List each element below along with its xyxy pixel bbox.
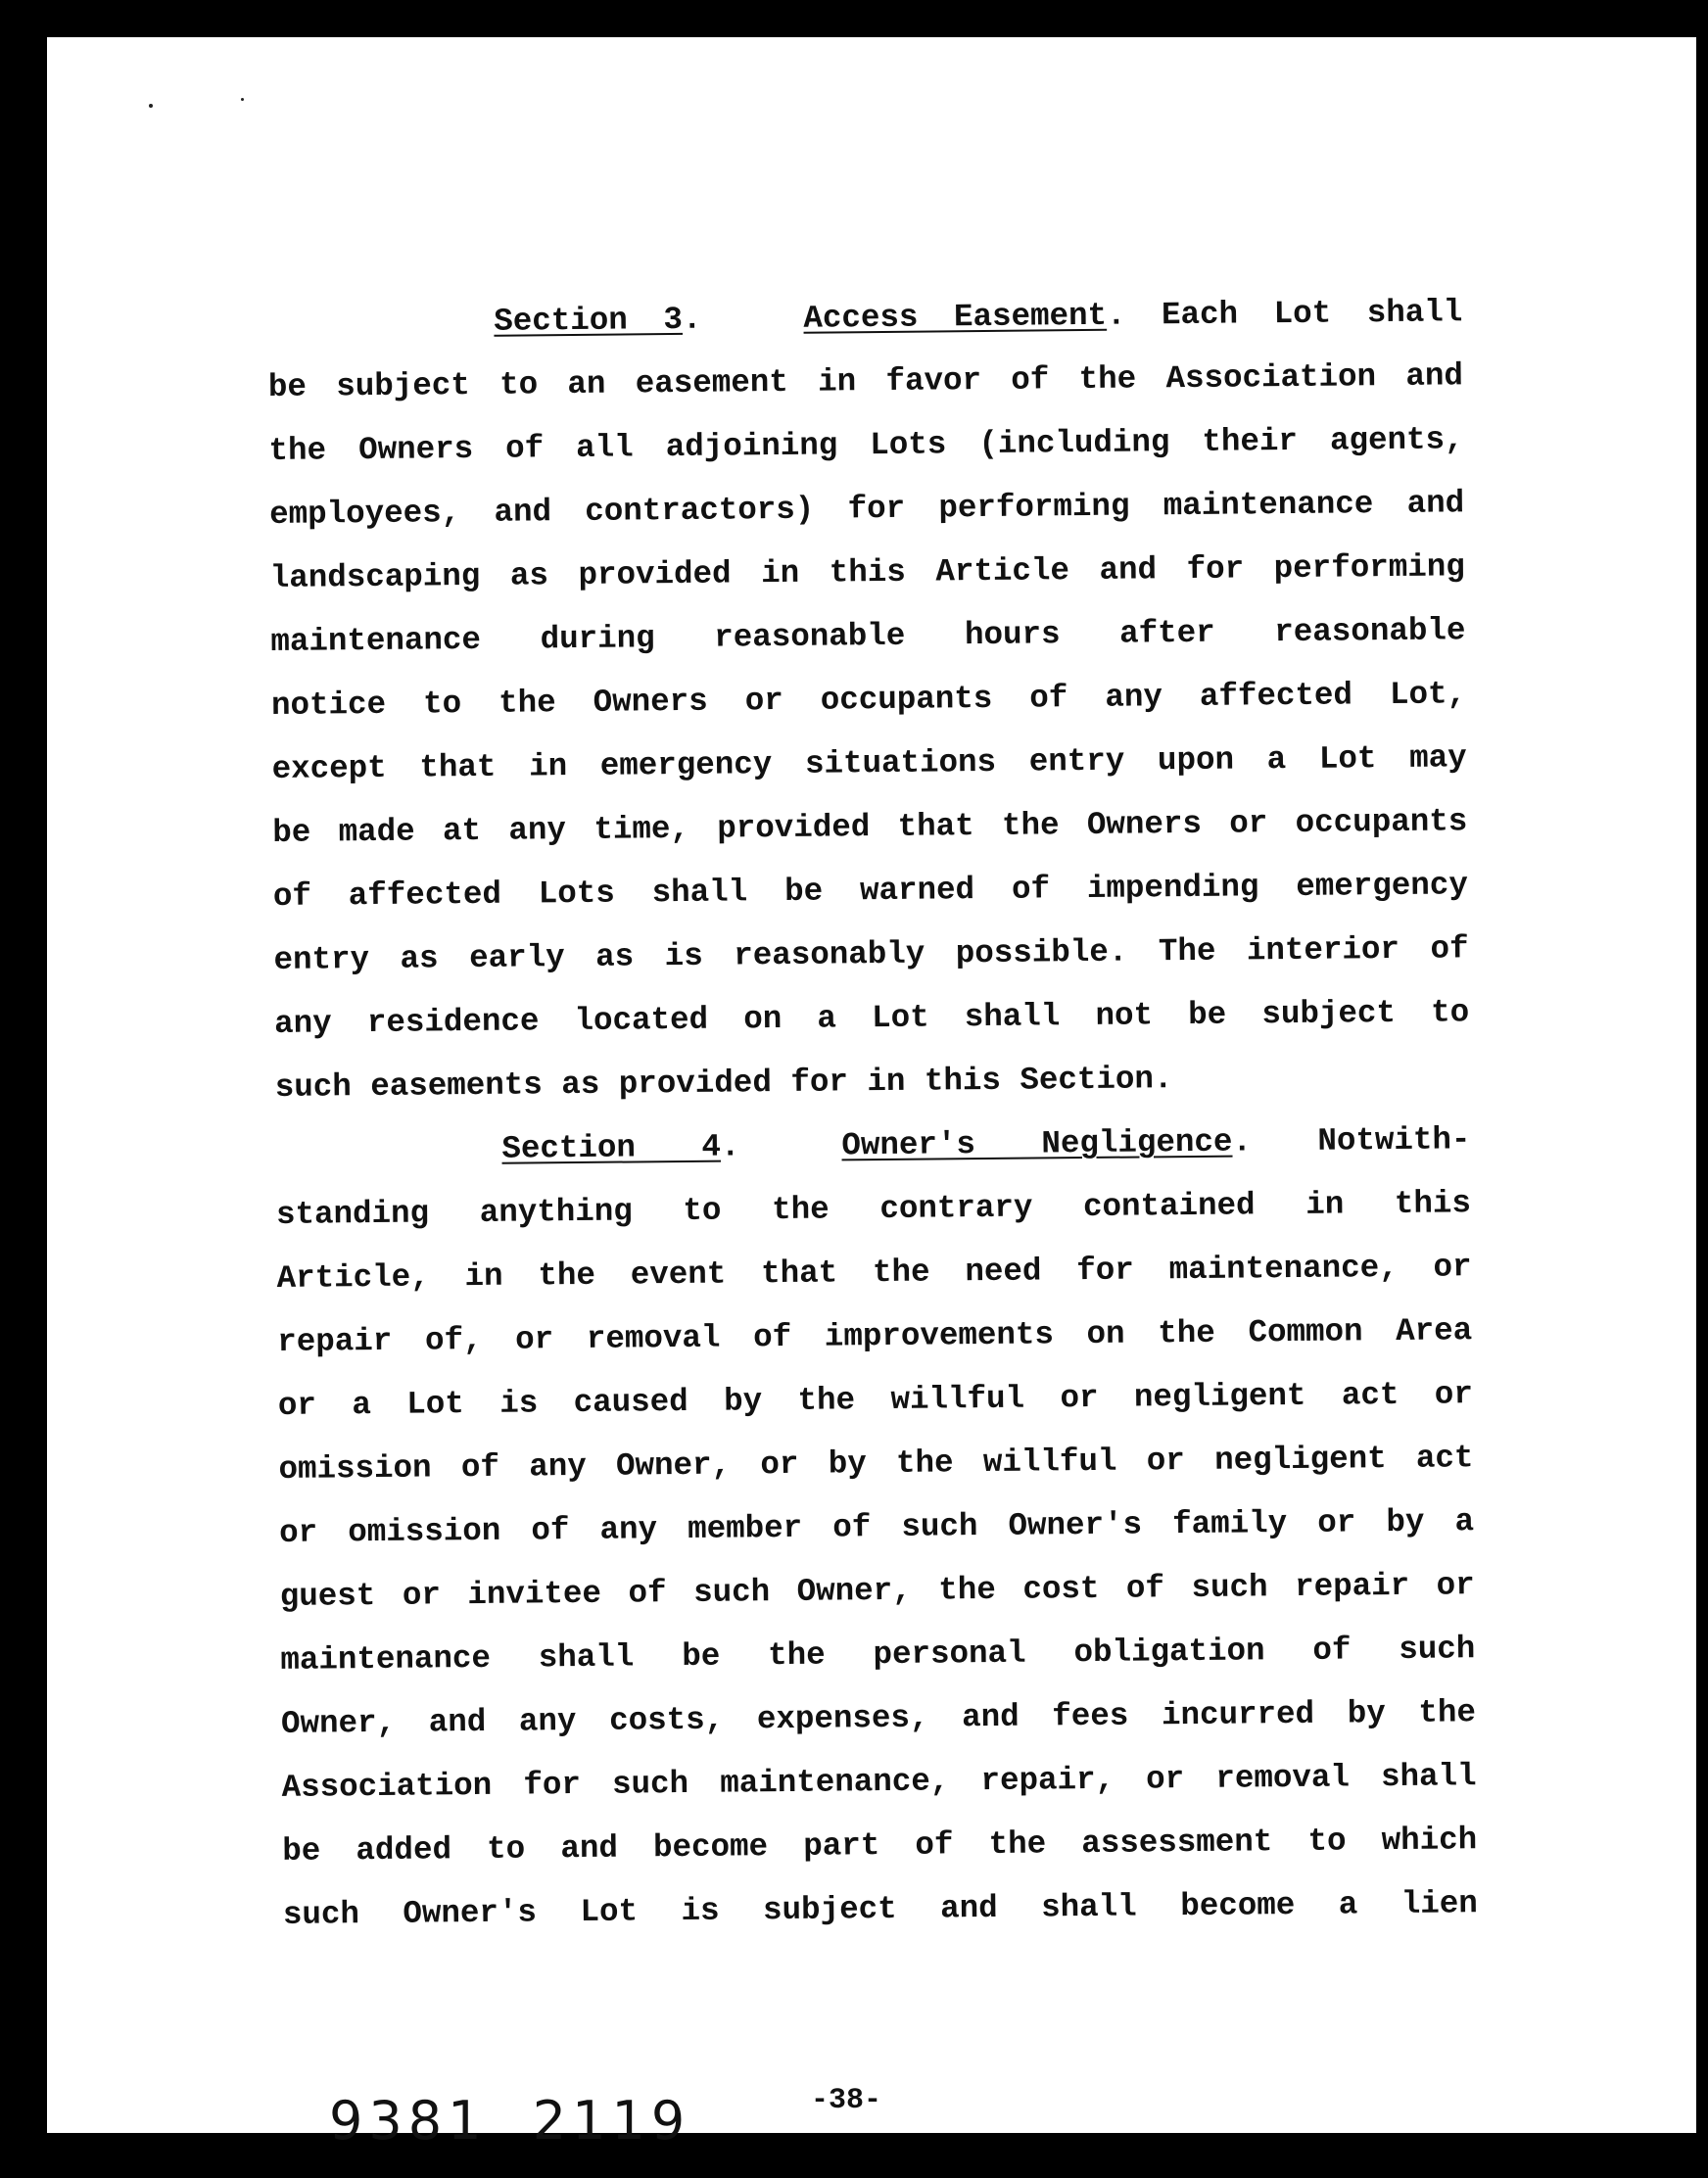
- section-4-heading: Section 4: [501, 1128, 722, 1167]
- text-line: maintenance shall be the personal obligation of such: [280, 1631, 1476, 1679]
- text-line: be made at any time, provided that the Owners or occupants: [272, 803, 1468, 851]
- section-4-first-line-text: Notwith-: [1317, 1121, 1471, 1160]
- text-line: or omission of any member of such Owner's family or by a: [278, 1503, 1475, 1551]
- section-3-first-line: Section 3. Access Easement. Each Lot shall: [494, 294, 1463, 340]
- text-line: standing anything to the contrary contained in this: [275, 1185, 1472, 1233]
- text-line: except that in emergency situations entry upon a Lot may: [271, 739, 1467, 787]
- text-line: landscaping as provided in this Article and for performing: [269, 548, 1465, 596]
- text-line: Article, in the event that the need for maintenance, or: [276, 1249, 1472, 1297]
- section-3-title: Access Easement: [803, 297, 1108, 337]
- text-line: omission of any Owner, or by the willful or negligent act: [278, 1440, 1474, 1488]
- section-4-first-line: Section 4. Owner's Negligence. Notwith-: [501, 1121, 1471, 1167]
- text-line: employees, and contractors) for performing maintenance and: [269, 485, 1465, 533]
- text-line: such easements as provided for in this Section.: [274, 1061, 1173, 1106]
- text-line: the Owners of all adjoining Lots (including their agents,: [268, 421, 1464, 469]
- section-3-heading: Section 3: [494, 301, 684, 340]
- text-line: entry as early as is reasonably possible. The interior of: [273, 930, 1469, 978]
- text-line: or a Lot is caused by the willful or negligent act or: [277, 1376, 1474, 1424]
- text-line: Owner, and any costs, expenses, and fees incurred by the: [280, 1694, 1477, 1742]
- text-line: be added to and become part of the assessment to which: [282, 1822, 1478, 1870]
- page-number: -38-: [811, 2084, 882, 2117]
- text-line: of affected Lots shall be warned of impending emergency: [272, 867, 1469, 915]
- text-line: notice to the Owners or occupants of any affected Lot,: [270, 676, 1467, 724]
- text-line: be subject to an easement in favor of the Association and: [267, 357, 1464, 405]
- text-line: any residence located on a Lot shall not be subject to: [273, 994, 1470, 1042]
- scan-speck: [149, 104, 153, 108]
- document-stamp-number: 9381 2119: [329, 2090, 691, 2152]
- section-4-title: Owner's Negligence: [841, 1123, 1233, 1164]
- text-line: such Owner's Lot is subject and shall become a lien: [282, 1885, 1479, 1933]
- text-line: guest or invitee of such Owner, the cost of such repair or: [279, 1567, 1475, 1615]
- scan-speck: [241, 98, 244, 101]
- text-line: repair of, or removal of improvements on the Common Area: [277, 1312, 1473, 1360]
- section-3-first-line-text: Each Lot shall: [1161, 294, 1463, 334]
- text-line: maintenance during reasonable hours after reasonable: [270, 612, 1466, 660]
- document-body: [267, 280, 1478, 1947]
- text-line: Association for such maintenance, repair, or removal shall: [281, 1758, 1477, 1806]
- document-page: [47, 37, 1696, 2152]
